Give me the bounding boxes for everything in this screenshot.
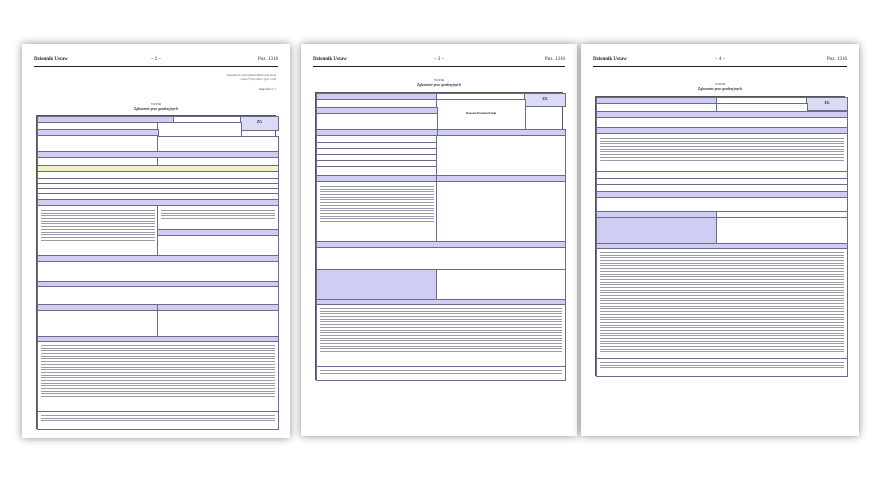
form-field[interactable] — [157, 310, 279, 338]
form-table[interactable] — [316, 135, 438, 177]
page-header — [313, 56, 565, 67]
journal-name: Dziennik Ustaw — [313, 57, 347, 62]
form-footer — [596, 358, 848, 377]
page-number: – 3 – — [434, 57, 444, 62]
attachment-label: Załącznik nr 1 — [258, 87, 276, 91]
form-checkbox-list[interactable] — [37, 205, 159, 257]
page-number: – 2 – — [151, 57, 161, 62]
form-field[interactable] — [436, 181, 566, 243]
form-body — [36, 115, 276, 429]
form-badge: ZG — [256, 120, 263, 124]
position-number: Poz. 1316 — [258, 57, 278, 62]
form-field[interactable] — [716, 217, 848, 245]
form-footer — [316, 366, 566, 381]
form-table[interactable] — [37, 171, 279, 201]
form-field-highlighted[interactable] — [596, 217, 718, 245]
form-field[interactable] — [157, 235, 279, 257]
page-header — [593, 56, 847, 67]
journal-name: Dziennik Ustaw — [593, 57, 627, 62]
form-instructions — [316, 304, 566, 368]
form-footer — [37, 411, 279, 430]
form-code: WZÓR — [434, 78, 444, 82]
form-checkbox-list[interactable] — [316, 181, 438, 243]
form-badge-cell — [806, 97, 848, 111]
form-body — [595, 96, 845, 376]
document-page-3 — [301, 44, 577, 436]
form-badge-cell — [240, 116, 279, 131]
form-badge-cell — [524, 93, 566, 107]
form-field[interactable] — [436, 99, 526, 131]
form-badge: ZG — [824, 101, 830, 105]
form-instructions — [37, 341, 279, 413]
form-table[interactable] — [596, 171, 848, 193]
authority-name: Starosta Powiatu Kraju — [465, 111, 497, 115]
form-field[interactable] — [436, 269, 566, 301]
form-field[interactable] — [37, 286, 279, 306]
form-field-highlighted[interactable] — [316, 269, 438, 301]
document-page-4 — [581, 44, 859, 436]
form-code: WZÓR — [715, 82, 725, 86]
page-number: – 4 – — [715, 57, 725, 62]
form-field[interactable] — [316, 247, 566, 271]
form-instructions — [596, 248, 848, 360]
form-field[interactable] — [37, 261, 279, 283]
document-page-2 — [22, 44, 290, 438]
position-number: Poz. 1316 — [827, 57, 847, 62]
form-title: Zgłoszenie prac geodezyjnych — [134, 107, 178, 111]
form-checkbox-list[interactable] — [596, 133, 848, 173]
form-field[interactable] — [37, 310, 159, 338]
position-number: Poz. 1316 — [545, 57, 565, 62]
form-badge: ZG — [542, 97, 548, 101]
form-checkbox-list[interactable] — [157, 205, 279, 231]
page-header — [34, 56, 278, 67]
journal-name: Dziennik Ustaw — [34, 57, 68, 62]
form-title: Zgłoszenie prac geodezyjnych — [698, 87, 742, 91]
form-field[interactable] — [436, 135, 566, 177]
form-code: WZÓR — [151, 102, 161, 106]
form-body — [315, 92, 563, 380]
regulation-note: Załącznik do rozporządzenia Ministra Rozwoju z dnia 27 lipca 2020 r. (poz. 1316) — [226, 74, 276, 81]
form-title: Zgłoszenie prac geodezyjnych — [417, 83, 461, 87]
